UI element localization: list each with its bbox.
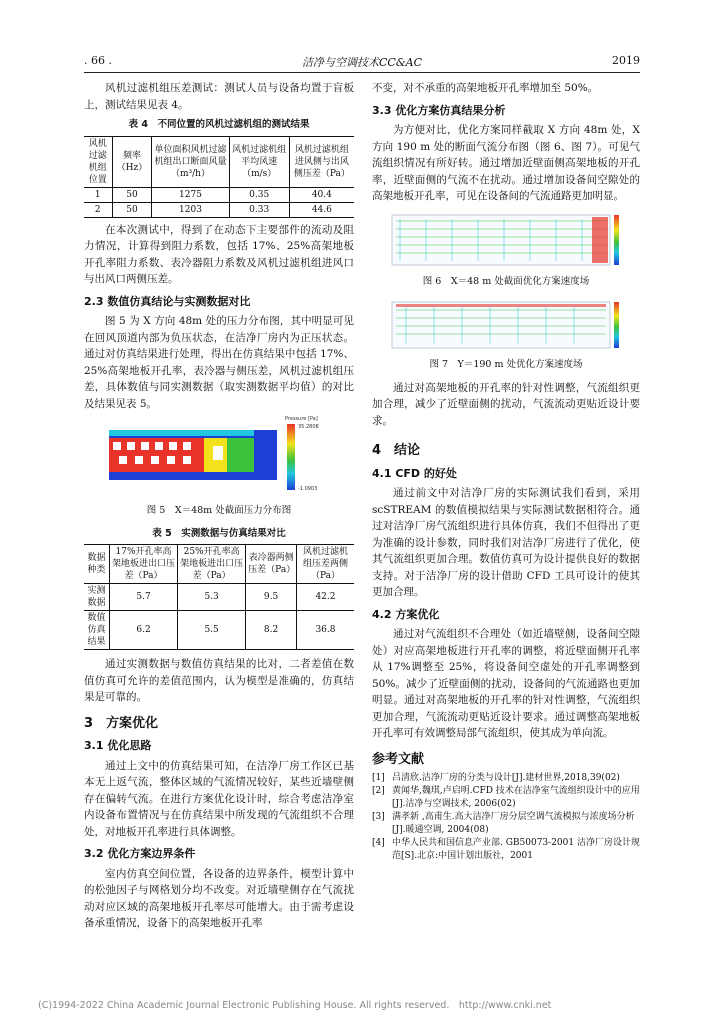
table-cell: 50 <box>112 202 152 217</box>
table-cell: 2 <box>84 202 112 217</box>
table5-header: 17%开孔率高架地板进出口压差（Pa） <box>109 545 177 584</box>
paragraph-continued: 不变，对不承重的高架地板开孔率增加至 50%。 <box>372 82 599 94</box>
references-heading: 参考文献 <box>372 751 425 767</box>
equipment-block <box>183 456 191 464</box>
right-column <box>372 80 640 863</box>
table4-header: 风机过滤机组位置 <box>84 136 112 187</box>
table-cell: 5.3 <box>178 584 246 611</box>
equipment-block <box>151 456 159 464</box>
paragraph-cfd-benefits: 通过前文中对洁净厂房的实际测试我们看到，采用 scSTREAM 的数值模拟结果与实际测试数据相符合。通过对洁净厂房气流组织进行具体仿真，我们不但得出了更为准确的设计参数，同时我们对洁净厂房进行了优化，使其气流组织更加合理。数值仿真可为设计提供良好的数据支持。对于洁净厂房的设计借助 CFD 工具可设计的使其更加合理。 <box>372 487 640 598</box>
figure-6-velocity-field <box>386 209 626 271</box>
reference-text: 吕清欣.洁净厂房的分类与设计[J].建材世界,2018,39(02) <box>392 773 620 783</box>
reference-number: [2] <box>372 786 385 796</box>
paragraph-resistance: 在本次测试中，得到了在动态下主要部件的流动及阻力情况，计算得到阻力系数，包括 17%、25%高架地板开孔率阻力系数、表冷器阻力系数及风机过滤机组进风口与出风口两侧压差。 <box>84 223 354 285</box>
table4-header: 单位面积风机过滤机组出口断面风量（m³/h） <box>152 136 229 187</box>
equipment-block <box>141 442 149 450</box>
figure-7-velocity-field <box>386 296 626 354</box>
paragraph-optimized-results: 为方便对比，优化方案同样截取 X 方向 48m 处，X 方向 190 m 处的断面气流分布图（图 6、图 7）。可见气流组织情况有所好转。通过增加近壁面侧高架地板的开孔率，近壁面侧的气流不在扰动。通过增加设备间空隙处的高架地板开孔率，可见在设备间的气流通路更加明显。 <box>372 124 640 202</box>
return-duct-region <box>254 430 277 480</box>
velocity-field-plot-6 <box>386 209 626 271</box>
legend-min-label: -1.0903 <box>298 486 318 492</box>
equipment-block <box>135 456 143 464</box>
table-cell: 6.2 <box>109 611 177 650</box>
reference-text: 黄闻华,魏琪,卢启明.CFD 技术在洁净室气流组织设计中的应用[J].洁净与空调技术, 2006(02) <box>392 786 640 809</box>
paragraph-boundary: 室内仿真空间位置，各设备的边界条件，模型计算中的松弛因子与网格划分均不改变。对近墙壁侧存在气流扰动对应区域的高架地板开孔率尽可能增大。由于需考虑设备承重情况，设备下的高架地板开孔率 <box>84 867 354 929</box>
paragraph-scheme-optimization: 通过对气流组织不合理处（如近墙壁侧，设备间空隙处）对应高架地板进行开孔率的调整，将近壁面侧开孔率从 17%调整至 25%，将设备间空虚处的开孔率调整到 50%。减少了近壁面侧的扰动，设备间的气流通路也更加明显。通过对高架地板的开孔率的针对性调整，气流组织更加合理，气流流动更贴近设计要求。通过调整高架地板开孔率可有效调整局部气流组织，使其成为单向流。 <box>372 628 640 739</box>
section-3-2-heading: 3.2 优化方案边界条件 <box>84 847 196 860</box>
table-cell: 42.2 <box>296 584 354 611</box>
figure-5-caption: 图 5 X＝48m 处截面压力分布图 <box>146 505 292 516</box>
reference-text: 中华人民共和国信息产业部. GB50073-2001 洁净厂房设计规范[S].北京:中国计划出版社，2001 <box>392 838 640 861</box>
equipment-block <box>167 456 175 464</box>
table-cell: 数值仿真结果 <box>84 611 109 650</box>
equipment-block <box>169 442 177 450</box>
table-cell: 实测数据 <box>84 584 109 611</box>
figure-7-caption: 图 7 Y＝190 m 处优化方案速度场 <box>429 359 583 370</box>
table-cell: 1203 <box>152 202 229 217</box>
equipment-block <box>213 446 223 460</box>
table-cell: 40.4 <box>289 187 354 202</box>
section-4-2-heading: 4.2 方案优化 <box>372 607 440 621</box>
table-cell: 5.5 <box>178 611 246 650</box>
table4-caption: 表 4 不同位置的风机过滤机组的测试结果 <box>128 119 310 130</box>
reference-number: [1] <box>372 773 385 783</box>
paragraph-adjustment: 通过对高架地板的开孔率的针对性调整，气流组织更加合理，减少了近壁面侧的扰动，气流流动更贴近设计要求。 <box>372 381 640 427</box>
table-cell: 8.2 <box>246 611 297 650</box>
table-cell: 5.7 <box>109 584 177 611</box>
table-cell: 0.33 <box>229 202 289 217</box>
reference-number: [4] <box>372 838 385 848</box>
pressure-band <box>109 430 277 436</box>
reference-item <box>372 785 640 811</box>
section-4-heading: 4 结论 <box>372 443 421 458</box>
table4-header: 频率（Hz） <box>112 136 152 187</box>
page-number: . 66 . <box>84 54 112 67</box>
table-cell: 50 <box>112 187 152 202</box>
table4 <box>84 136 354 218</box>
table4-header: 风机过滤机组平均风速（m/s） <box>229 136 289 187</box>
velocity-legend-bar <box>614 215 619 265</box>
section-3-heading: 3 方案优化 <box>84 715 159 731</box>
copyright-footer: (C)1994-2022 China Academic Journal Electronic Publishing House. All rights reserved. http://www.cnki.net <box>38 1000 552 1011</box>
table-row <box>84 187 354 202</box>
legend-title: Pressure [Pa] <box>285 416 318 422</box>
table5-caption: 表 5 实测数据与仿真结果对比 <box>152 527 286 539</box>
reference-item <box>372 837 640 863</box>
flow-domain <box>392 215 610 265</box>
table-cell: 36.8 <box>296 611 354 650</box>
paragraph-comparison: 通过实测数据与数值仿真结果的比对，二者差值在数值仿真可允许的差值范围内，认为模型是准确的，仿真结果是可靠的。 <box>84 658 354 703</box>
section-4-1-heading: 4.1 CFD 的好处 <box>372 466 457 480</box>
table-cell: 1 <box>84 187 112 202</box>
equipment-block <box>127 442 135 450</box>
table-cell: 44.6 <box>289 202 354 217</box>
equipment-block <box>119 456 127 464</box>
section-2-3-heading: 2.3 数值仿真结论与实测数据对比 <box>84 294 251 308</box>
table5-header: 数据种类 <box>84 545 109 584</box>
pressure-legend-bar <box>287 424 295 490</box>
legend-max-label: 35.2808 <box>298 424 319 430</box>
paragraph-optimization-idea: 通过上文中的仿真结果可知，在洁净厂房工作区已基本无上返气流，整体区域的气流情况较好，某些近墙壁侧存在偏转气流。在进行方案优化设计时，综合考虑洁净室内设备布置情况与在仿真结果中所发现的气流组织不合理处，对地板开孔率进行具体调整。 <box>84 759 354 838</box>
return-duct-region <box>592 217 608 263</box>
section-3-3-heading: 3.3 优化方案仿真结果分析 <box>372 103 506 117</box>
table4-header: 风机过滤机组进风侧与出风侧压差（Pa） <box>289 136 354 187</box>
table5-header: 表冷器两侧压差（Pa） <box>246 545 297 584</box>
table-row <box>84 584 354 611</box>
equipment-block <box>183 442 191 450</box>
flow-domain <box>392 302 610 348</box>
velocity-legend-bar <box>614 302 619 348</box>
page-header <box>84 52 640 73</box>
table-cell: 9.5 <box>246 584 297 611</box>
table5-header: 风机过滤机组压差两侧（Pa） <box>296 545 354 584</box>
table-cell: 1275 <box>152 187 229 202</box>
left-column <box>84 80 354 933</box>
pressure-contour-plot <box>109 416 329 500</box>
reference-item <box>372 811 640 837</box>
table-row <box>84 202 354 217</box>
reference-text: 满孝新 ,高甫生.高大洁净厂房分层空调气流模拟与浓度场分析[J].暖通空调, 2004(08) <box>392 812 635 835</box>
equipment-block <box>113 442 121 450</box>
figure-6-caption: 图 6 X＝48 m 处截面优化方案速度场 <box>422 275 590 287</box>
section-3-1-heading: 3.1 优化思路 <box>84 739 152 752</box>
table5-header: 25%开孔率高架地板进出口压差（Pa） <box>178 545 246 584</box>
reference-number: [3] <box>372 812 385 822</box>
reference-item <box>372 772 640 785</box>
publication-year: 2019 <box>612 54 640 67</box>
table-cell: 0.35 <box>229 187 289 202</box>
journal-title: 洁净与空调技术CC&AC <box>302 56 422 69</box>
table-row <box>84 611 354 650</box>
velocity-field-plot-7 <box>386 296 626 354</box>
intro-paragraph: 风机过滤机组压差测试：测试人员与设备均置于盲板上，测试结果见表 4。 <box>84 82 354 111</box>
references-list <box>372 772 640 863</box>
figure-5-pressure-map <box>109 416 329 500</box>
paragraph-fig5: 图 5 为 X 方向 48m 处的压力分布图，其中明显可见在回风顶道内部为负压状态，在洁净厂房内为正压状态。通过对仿真结果进行处理，得出在仿真结果中包括 17%、25%高架地板开孔率，表冷器与侧压差，风机过滤机组压差，具体数值与同实测数据（取实测数据平均值）的对比及结果见表 5。 <box>84 315 354 410</box>
supply-region <box>396 304 606 307</box>
equipment-block <box>155 442 163 450</box>
pressure-band <box>227 438 254 472</box>
table5 <box>84 544 354 650</box>
